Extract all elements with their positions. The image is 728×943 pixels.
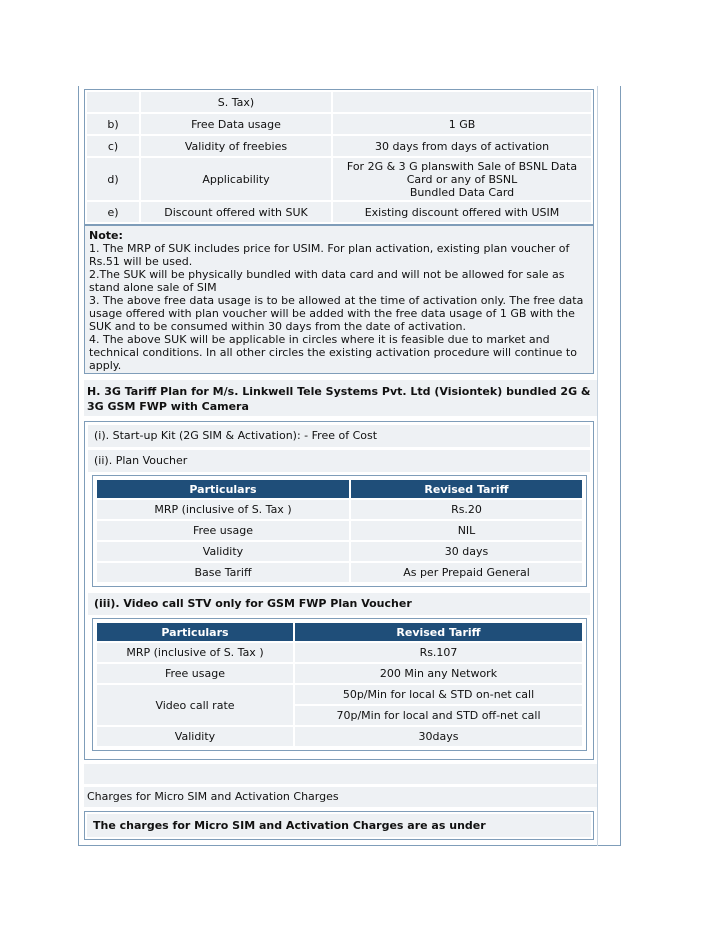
row-label: Validity of freebies xyxy=(141,136,331,156)
row-id: b) xyxy=(87,114,139,134)
note-line: usage offered with plan voucher will be added with the free data usage of 1 GB with the xyxy=(89,307,575,320)
cell: Free usage xyxy=(97,521,349,540)
table-row xyxy=(97,685,582,704)
note-line: apply. xyxy=(89,359,122,372)
cell: 50p/Min for local & STD on-net call xyxy=(295,685,582,704)
col-header: Revised Tariff xyxy=(351,480,582,498)
micro-sim-subheading-box xyxy=(84,811,594,840)
cell: 70p/Min for local and STD off-net call xyxy=(295,706,582,725)
note-line: 1. The MRP of SUK includes price for USIM. For plan activation, existing plan voucher of xyxy=(89,242,570,255)
value-line: Bundled Data Card xyxy=(409,185,515,199)
section-heading-line: H. 3G Tariff Plan for M/s. Linkwell Tele Systems Pvt. Ltd (Visiontek) bundled 2G & xyxy=(87,385,591,398)
row-value: 30 days from days of activation xyxy=(333,136,591,156)
cell: Free usage xyxy=(97,664,293,683)
table-header-row xyxy=(97,480,582,498)
row-label: Free Data usage xyxy=(141,114,331,134)
cell: Rs.20 xyxy=(351,500,582,519)
row-id: e) xyxy=(87,202,139,222)
table-row xyxy=(87,202,591,222)
tariff-plan-box xyxy=(84,421,594,760)
row-label: S. Tax) xyxy=(141,92,331,112)
plan-voucher-table xyxy=(92,475,587,587)
section-heading-line: 3G GSM FWP with Camera xyxy=(87,400,249,413)
row-value: Existing discount offered with USIM xyxy=(333,202,591,222)
table-row xyxy=(97,727,582,746)
note-line: 2.The SUK will be physically bundled with data card and will not be allowed for sale as xyxy=(89,268,565,281)
col-header: Revised Tariff xyxy=(295,623,582,641)
col-header: Particulars xyxy=(97,623,293,641)
notes-title: Note: xyxy=(89,229,123,242)
table-header-row xyxy=(97,623,582,641)
cell: As per Prepaid General xyxy=(351,563,582,582)
notes-block xyxy=(84,225,594,374)
table-row xyxy=(97,664,582,683)
value-line: Card or any of BSNL xyxy=(406,172,518,186)
spacer-strip xyxy=(84,764,597,784)
cell: Validity xyxy=(97,542,349,561)
note-line: stand alone sale of SIM xyxy=(89,281,217,294)
micro-sim-heading: Charges for Micro SIM and Activation Charges xyxy=(84,787,597,807)
suk-details-table xyxy=(84,89,594,225)
row-label: Applicability xyxy=(141,158,331,200)
cell: Rs.107 xyxy=(295,643,582,662)
plan-voucher-text: (ii). Plan Voucher xyxy=(88,450,590,472)
table-row xyxy=(97,500,582,519)
cell: NIL xyxy=(351,521,582,540)
note-line: 4. The above SUK will be applicable in circles where it is feasible due to market and xyxy=(89,333,550,346)
table-row xyxy=(97,643,582,662)
row-label: Discount offered with SUK xyxy=(141,202,331,222)
table-row xyxy=(97,521,582,540)
cell: 200 Min any Network xyxy=(295,664,582,683)
cell: Video call rate xyxy=(97,685,293,725)
col-header: Particulars xyxy=(97,480,349,498)
row-id xyxy=(87,92,139,112)
table-row xyxy=(97,563,582,582)
table-row xyxy=(87,92,591,112)
cell: Base Tariff xyxy=(97,563,349,582)
startup-kit-text: (i). Start-up Kit (2G SIM & Activation): - Free of Cost xyxy=(88,425,590,447)
table-row xyxy=(87,136,591,156)
table-row xyxy=(87,158,591,200)
row-id: c) xyxy=(87,136,139,156)
table-row xyxy=(97,542,582,561)
table-row xyxy=(87,114,591,134)
cell: MRP (inclusive of S. Tax ) xyxy=(97,643,293,662)
row-value xyxy=(333,158,591,200)
cell: 30 days xyxy=(351,542,582,561)
row-id: d) xyxy=(87,158,139,200)
row-value: 1 GB xyxy=(333,114,591,134)
video-call-table xyxy=(92,618,587,751)
micro-sim-subheading: The charges for Micro SIM and Activation Charges are as under xyxy=(87,814,591,837)
video-call-title: (iii). Video call STV only for GSM FWP Plan Voucher xyxy=(88,593,590,615)
cell: 30days xyxy=(295,727,582,746)
column-rule xyxy=(597,86,598,846)
note-line: SUK and to be consumed within 30 days from the date of activation. xyxy=(89,320,466,333)
note-line: 3. The above free data usage is to be allowed at the time of activation only. The free data xyxy=(89,294,584,307)
cell: Validity xyxy=(97,727,293,746)
note-line: technical conditions. In all other circles the existing activation procedure will continue to xyxy=(89,346,577,359)
note-line: Rs.51 will be used. xyxy=(89,255,193,268)
section-heading xyxy=(84,380,597,416)
value-line: For 2G & 3 G planswith Sale of BSNL Data xyxy=(346,159,578,173)
row-value xyxy=(333,92,591,112)
cell: MRP (inclusive of S. Tax ) xyxy=(97,500,349,519)
